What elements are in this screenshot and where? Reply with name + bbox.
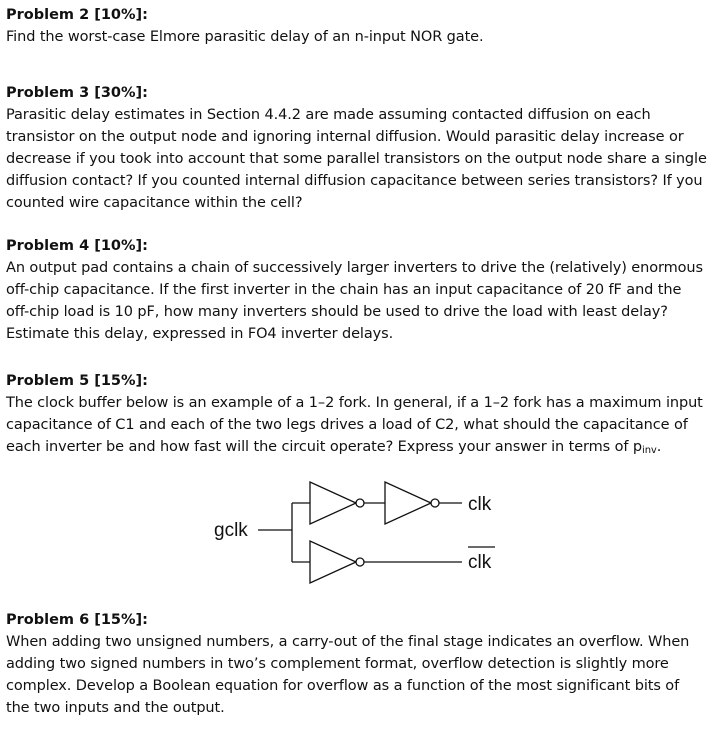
problem-3 [6,83,712,214]
problem-6 [6,610,712,719]
inverter-3-bubble [356,558,364,566]
problem-2-heading: Problem 2 [10%]: [6,7,148,23]
inverter-1-triangle [310,482,356,524]
problem-2 [6,5,712,48]
problem-5-line-3-text: each inverter be and how fast will the circuit operate? Express your answer in terms of p [6,439,643,455]
problem-4-line-3: off-chip load is 10 pF, how many inverters should be used to drive the load with least delay? [6,304,668,320]
clk-label: clk [468,494,492,515]
gclk-label: gclk [214,520,248,541]
problem-5-heading: Problem 5 [15%]: [6,373,148,389]
problem-2-line-1: Find the worst-case Elmore parasitic delay of an n-input NOR gate. [6,29,484,45]
problem-2-text [6,26,712,48]
inverter-2-bubble [431,499,439,507]
pinv-subscript: inv [642,445,657,456]
problem-5-text [6,392,712,462]
problem-4-line-1: An output pad contains a chain of successively larger inverters to drive the (relatively) enormous [6,260,703,276]
problem-3-text [6,104,712,214]
problem-6-line-4: the two inputs and the output. [6,700,225,716]
problem-4-line-2: off-chip capacitance. If the first inverter in the chain has an input capacitance of 20 fF and the [6,282,682,298]
clock-buffer-fork-diagram [200,472,520,592]
problem-3-line-4: diffusion contact? If you counted internal diffusion capacitance between series transistors? If you [6,173,703,189]
problem-6-line-1: When adding two unsigned numbers, a carry-out of the final stage indicates an overflow. When [6,634,690,650]
problem-6-heading: Problem 6 [15%]: [6,612,148,628]
problem-6-line-2: adding two signed numbers in two’s complement format, overflow detection is slightly more [6,656,669,672]
problem-5-line-3 [6,436,712,462]
problem-4-heading: Problem 4 [10%]: [6,238,148,254]
problem-3-line-5: counted wire capacitance within the cell? [6,195,303,211]
inverter-1-bubble [356,499,364,507]
inverter-3-triangle [310,541,356,583]
problem-5 [6,371,712,462]
problem-3-line-2: transistor on the output node and ignoring internal diffusion. Would parasitic delay increase or [6,129,684,145]
problem-3-heading: Problem 3 [30%]: [6,85,148,101]
inverter-2-triangle [385,482,431,524]
problem-6-line-3: complex. Develop a Boolean equation for overflow as a function of the most significant bits of [6,678,680,694]
problem-5-line-2: capacitance of C1 and each of the two legs drives a load of C2, what should the capacitance of [6,417,688,433]
problem-4 [6,236,712,345]
problem-3-line-1: Parasitic delay estimates in Section 4.4.2 are made assuming contacted diffusion on each [6,107,651,123]
problem-3-line-3: decrease if you took into account that some parallel transistors on the output node share a single [6,151,707,167]
problem-5-line-1: The clock buffer below is an example of a 1–2 fork. In general, if a 1–2 fork has a maximum input [6,395,703,411]
problem-5-line-3-suffix: . [656,439,662,455]
clk-bar-label: clk [468,552,492,573]
problem-4-text [6,257,712,345]
problem-4-line-4: Estimate this delay, expressed in FO4 inverter delays. [6,326,394,342]
problem-6-text [6,631,712,719]
